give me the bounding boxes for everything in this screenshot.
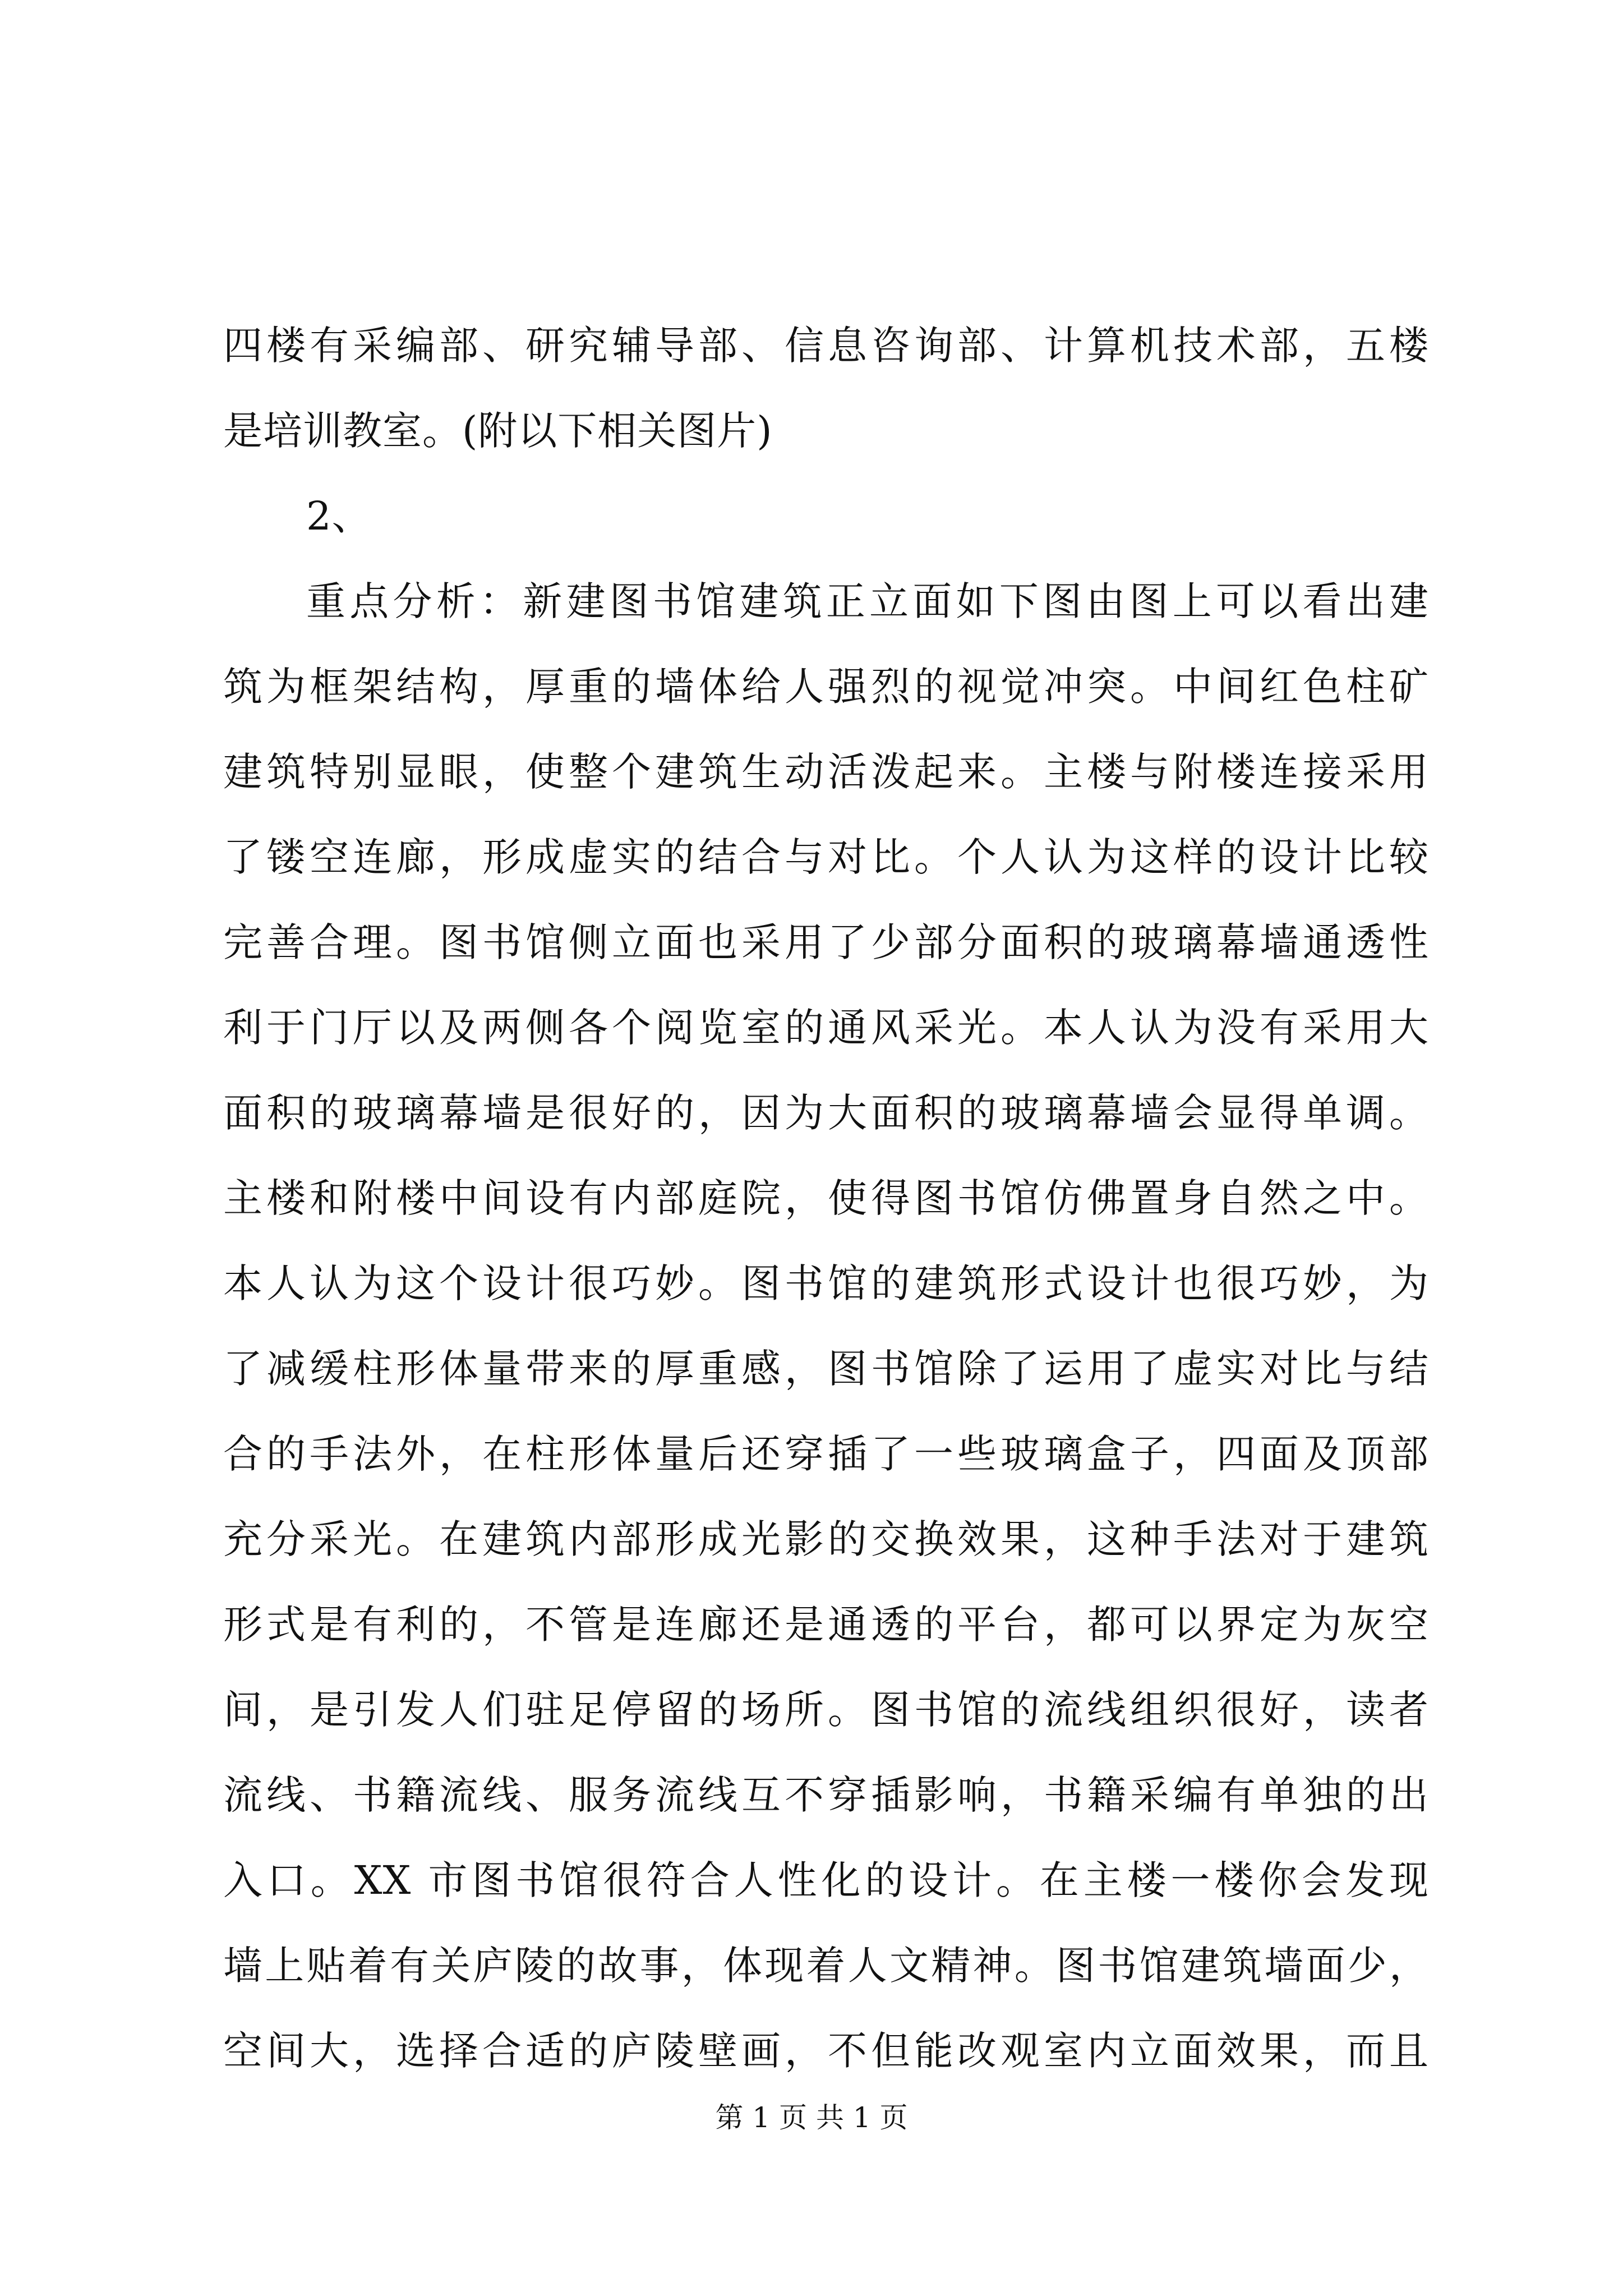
- text-line: 充分采光。在建筑内部形成光影的交换效果，这种手法对于建筑: [223, 1516, 1429, 1562]
- text-line: 入口。XX 市图书馆很符合人性化的设计。在主楼一楼你会发现: [223, 1857, 1429, 1903]
- text-line: 四楼有采编部、研究辅导部、信息咨询部、计算机技术部，五楼: [223, 323, 1429, 369]
- text-line: 了减缓柱形体量带来的厚重感，图书馆除了运用了虚实对比与结: [223, 1346, 1429, 1392]
- text-line: 了镂空连廊，形成虚实的结合与对比。个人认为这样的设计比较: [223, 834, 1429, 880]
- text-line: 重点分析：新建图书馆建筑正立面如下图由图上可以看出建: [306, 578, 1429, 624]
- text-line: 合的手法外，在柱形体量后还穿插了一些玻璃盒子，四面及顶部: [223, 1431, 1429, 1477]
- text-line: 墙上贴着有关庐陵的故事，体现着人文精神。图书馆建筑墙面少，: [223, 1943, 1429, 1989]
- page-footer: 第 1 页 共 1 页: [715, 2101, 908, 2134]
- text-line: 流线、书籍流线、服务流线互不穿插影响，书籍采编有单独的出: [223, 1772, 1429, 1818]
- text-line: 主楼和附楼中间设有内部庭院，使得图书馆仿佛置身自然之中。: [223, 1175, 1429, 1221]
- text-line: 间，是引发人们驻足停留的场所。图书馆的流线组织很好，读者: [223, 1687, 1429, 1733]
- text-line: 空间大，选择合适的庐陵壁画，不但能改观室内立面效果，而且: [223, 2028, 1429, 2074]
- text-line: 是培训教室。(附以下相关图片): [223, 408, 773, 454]
- text-line: 筑为框架结构，厚重的墙体给人强烈的视觉冲突。中间红色柱矿: [223, 664, 1429, 710]
- text-line: 形式是有利的，不管是连廊还是通透的平台，都可以界定为灰空: [223, 1602, 1429, 1648]
- text-line: 利于门厅以及两侧各个阅览室的通风采光。本人认为没有采用大: [223, 1005, 1429, 1051]
- text-line: 建筑特别显眼，使整个建筑生动活泼起来。主楼与附楼连接采用: [223, 749, 1429, 795]
- text-line: 本人认为这个设计很巧妙。图书馆的建筑形式设计也很巧妙，为: [223, 1260, 1429, 1306]
- text-line: 面积的玻璃幕墙是很好的，因为大面积的玻璃幕墙会显得单调。: [223, 1090, 1429, 1136]
- body-text: [223, 303, 1429, 2093]
- section-number: 2、: [306, 493, 372, 539]
- text-line: 完善合理。图书馆侧立面也采用了少部分面积的玻璃幕墙通透性: [223, 919, 1429, 965]
